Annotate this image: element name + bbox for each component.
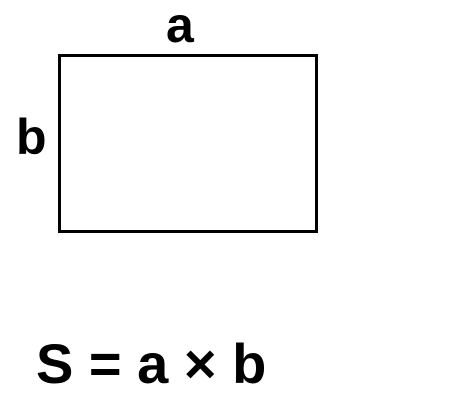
side-b-label: b [16,109,47,165]
area-formula: S = a × b [36,332,267,395]
rectangle-shape [58,54,318,233]
side-a-label: a [166,0,194,53]
